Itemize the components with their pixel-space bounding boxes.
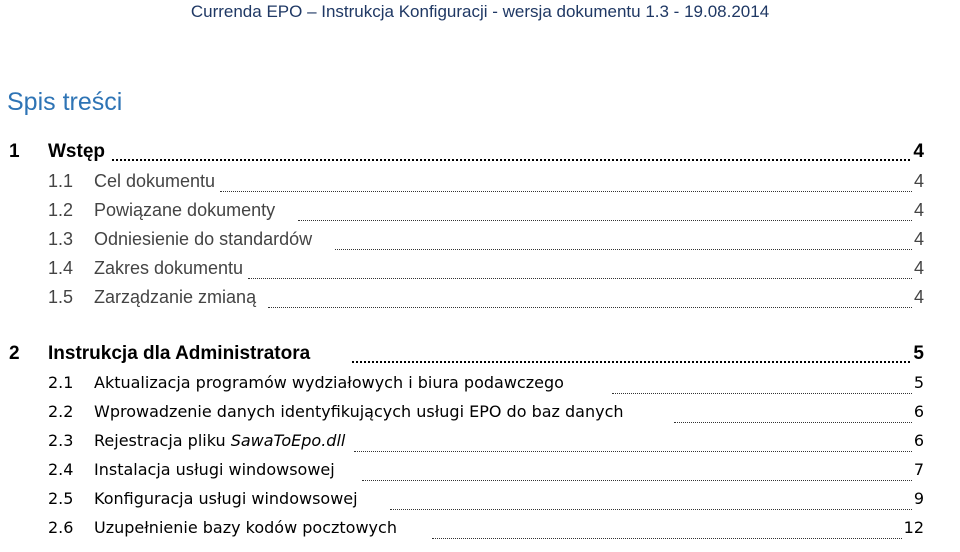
toc-entry-2-1[interactable] [0, 373, 960, 402]
toc-entry-1-5[interactable] [0, 287, 960, 316]
toc-entry-number: 2.3 [48, 431, 74, 450]
dot-leader [335, 249, 912, 250]
toc-entry-2-4[interactable] [0, 460, 960, 489]
toc-entry-title-prefix: Rejestracja pliku [94, 431, 231, 450]
dot-leader [354, 451, 912, 452]
toc-entry-page: 4 [913, 171, 924, 191]
toc-entry-page: 6 [913, 431, 924, 450]
toc-entry-title: Powiązane dokumenty [94, 200, 276, 220]
toc-entry-number: 2.5 [48, 489, 74, 508]
toc-entry-1-1[interactable] [0, 171, 960, 200]
toc-entry-number: 1.1 [48, 171, 74, 191]
toc-entry-title-filename: SawaToEpo.dll [230, 431, 346, 450]
toc-entry-page: 7 [913, 460, 924, 479]
dot-leader [390, 509, 912, 510]
toc-entry-title: Konfiguracja usługi windowsowej [94, 489, 358, 508]
toc-entry-page: 12 [903, 518, 924, 537]
toc-entry-2-3[interactable] [0, 431, 960, 460]
running-header: Currenda EPO – Instrukcja Konfiguracji - wersja dokumentu 1.3 - 19.08.2014 [190, 2, 770, 21]
toc-entry-number: 1.5 [48, 287, 74, 307]
toc-entry-1-4[interactable] [0, 258, 960, 287]
toc-entry-title: Zarządzanie zmianą [94, 287, 257, 307]
toc-entry-number: 1.2 [48, 200, 74, 220]
toc-entry-page: 5 [913, 373, 924, 392]
dot-leader [298, 220, 912, 221]
dot-leader [268, 307, 912, 308]
toc-entry-title: Uzupełnienie bazy kodów pocztowych [94, 518, 397, 537]
toc-entry-page: 4 [913, 229, 924, 249]
dot-leader [612, 393, 912, 394]
toc-entry-2-5[interactable] [0, 489, 960, 518]
toc-entry-number: 2.4 [48, 460, 74, 479]
toc-heading: Spis treści [7, 88, 123, 116]
toc-entry-page: 4 [913, 141, 924, 162]
toc-entry-title [94, 431, 345, 450]
dot-leader [674, 422, 912, 423]
toc-entry-2-6[interactable] [0, 518, 960, 547]
toc-entry-page: 4 [913, 200, 924, 220]
toc-entry-1[interactable] [0, 141, 960, 170]
dot-leader [220, 191, 912, 192]
toc-entry-1-2[interactable] [0, 200, 960, 229]
dot-leader [362, 480, 912, 481]
toc-entry-title: Odniesienie do standardów [94, 229, 313, 249]
toc-entry-title: Aktualizacja programów wydziałowych i biura podawczego [94, 373, 564, 392]
toc-entry-page: 6 [913, 402, 924, 421]
toc-entry-title: Wstęp [48, 141, 105, 162]
toc-entry-number: 2.2 [48, 402, 74, 421]
dot-leader [112, 159, 910, 161]
toc-entry-number: 2.6 [48, 518, 74, 537]
toc-entry-page: 5 [913, 343, 924, 364]
toc-entry-page: 9 [913, 489, 924, 508]
toc-entry-title: Cel dokumentu [94, 171, 216, 191]
toc-entry-number: 2 [9, 343, 20, 364]
toc-entry-number: 1 [9, 141, 20, 162]
toc-entry-number: 1.3 [48, 229, 74, 249]
toc-entry-number: 1.4 [48, 258, 74, 278]
toc-entry-title: Instalacja usługi windowsowej [94, 460, 335, 479]
toc-entry-title: Zakres dokumentu [94, 258, 244, 278]
dot-leader [248, 278, 912, 279]
toc-entry-number: 2.1 [48, 373, 74, 392]
toc-entry-page: 4 [913, 258, 924, 278]
toc-entry-2[interactable] [0, 343, 960, 372]
dot-leader [432, 538, 902, 539]
toc-entry-title: Wprowadzenie danych identyfikujących usługi EPO do baz danych [94, 402, 624, 421]
toc-entry-title: Instrukcja dla Administratora [48, 343, 311, 364]
toc-entry-page: 4 [913, 287, 924, 307]
dot-leader [352, 361, 910, 363]
toc-entry-2-2[interactable] [0, 402, 960, 431]
toc-entry-1-3[interactable] [0, 229, 960, 258]
